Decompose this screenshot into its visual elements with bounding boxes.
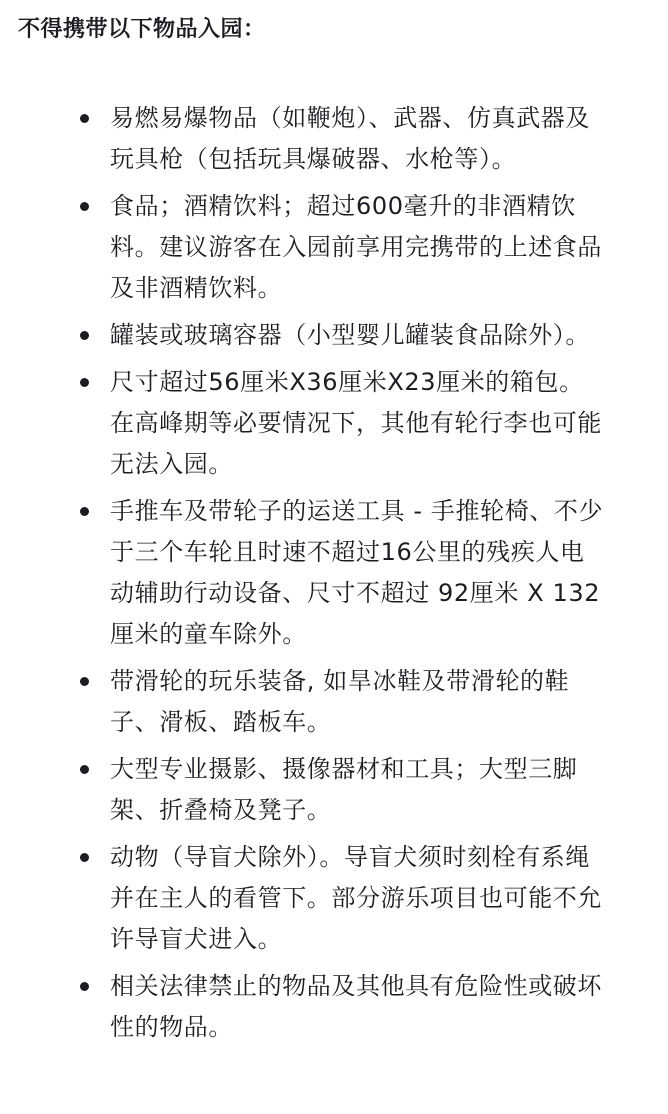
list-item <box>0 98 668 180</box>
bullet-icon <box>80 507 89 516</box>
list-item <box>0 837 668 960</box>
bullet-icon <box>80 114 89 123</box>
bullet-icon <box>80 331 89 340</box>
bullet-icon <box>80 853 89 862</box>
list-item <box>0 491 668 655</box>
list-item-text: 带滑轮的玩乐装备, 如旱冰鞋及带滑轮的鞋子、滑板、踏板车。 <box>110 667 570 736</box>
list-item-text: 罐装或玻璃容器（小型婴儿罐装食品除外）。 <box>110 321 590 349</box>
list-item <box>0 186 668 309</box>
list-item <box>0 749 668 831</box>
list-item <box>0 362 668 485</box>
list-item-text: 手推车及带轮子的运送工具 - 手推轮椅、不少于三个车轮且时速不超过16公里的残疾人电动辅助行动设备、尺寸不超过 92厘米 X 132厘米的童车除外。 <box>110 497 604 648</box>
list-item-text: 食品；酒精饮料；超过600毫升的非酒精饮料。建议游客在入园前享用完携带的上述食品及非酒精饮料。 <box>110 192 602 302</box>
list-item <box>0 966 668 1048</box>
list-item-text: 易燃易爆物品（如鞭炮）、武器、仿真武器及玩具枪（包括玩具爆破器、水枪等）。 <box>110 104 590 173</box>
list-item <box>0 315 668 356</box>
bullet-icon <box>80 982 89 991</box>
bullet-icon <box>80 378 89 387</box>
prohibited-items-list <box>0 98 668 1054</box>
list-item-text: 尺寸超过56厘米X36厘米X23厘米的箱包。在高峰期等必要情况下，其他有轮行李也可能无法入园。 <box>110 368 602 478</box>
list-item <box>0 661 668 743</box>
list-item-text: 相关法律禁止的物品及其他具有危险性或破坏性的物品。 <box>110 972 602 1041</box>
list-item-text: 动物（导盲犬除外）。导盲犬须时刻栓有系绳并在主人的看管下。部分游乐项目也可能不允许导盲犬进入。 <box>110 843 602 953</box>
bullet-icon <box>80 202 89 211</box>
bullet-icon <box>80 765 89 774</box>
bullet-icon <box>80 677 89 686</box>
list-item-text: 大型专业摄影、摄像器材和工具；大型三脚架、折叠椅及凳子。 <box>110 755 578 824</box>
page-heading: 不得携带以下物品入园： <box>18 17 266 42</box>
